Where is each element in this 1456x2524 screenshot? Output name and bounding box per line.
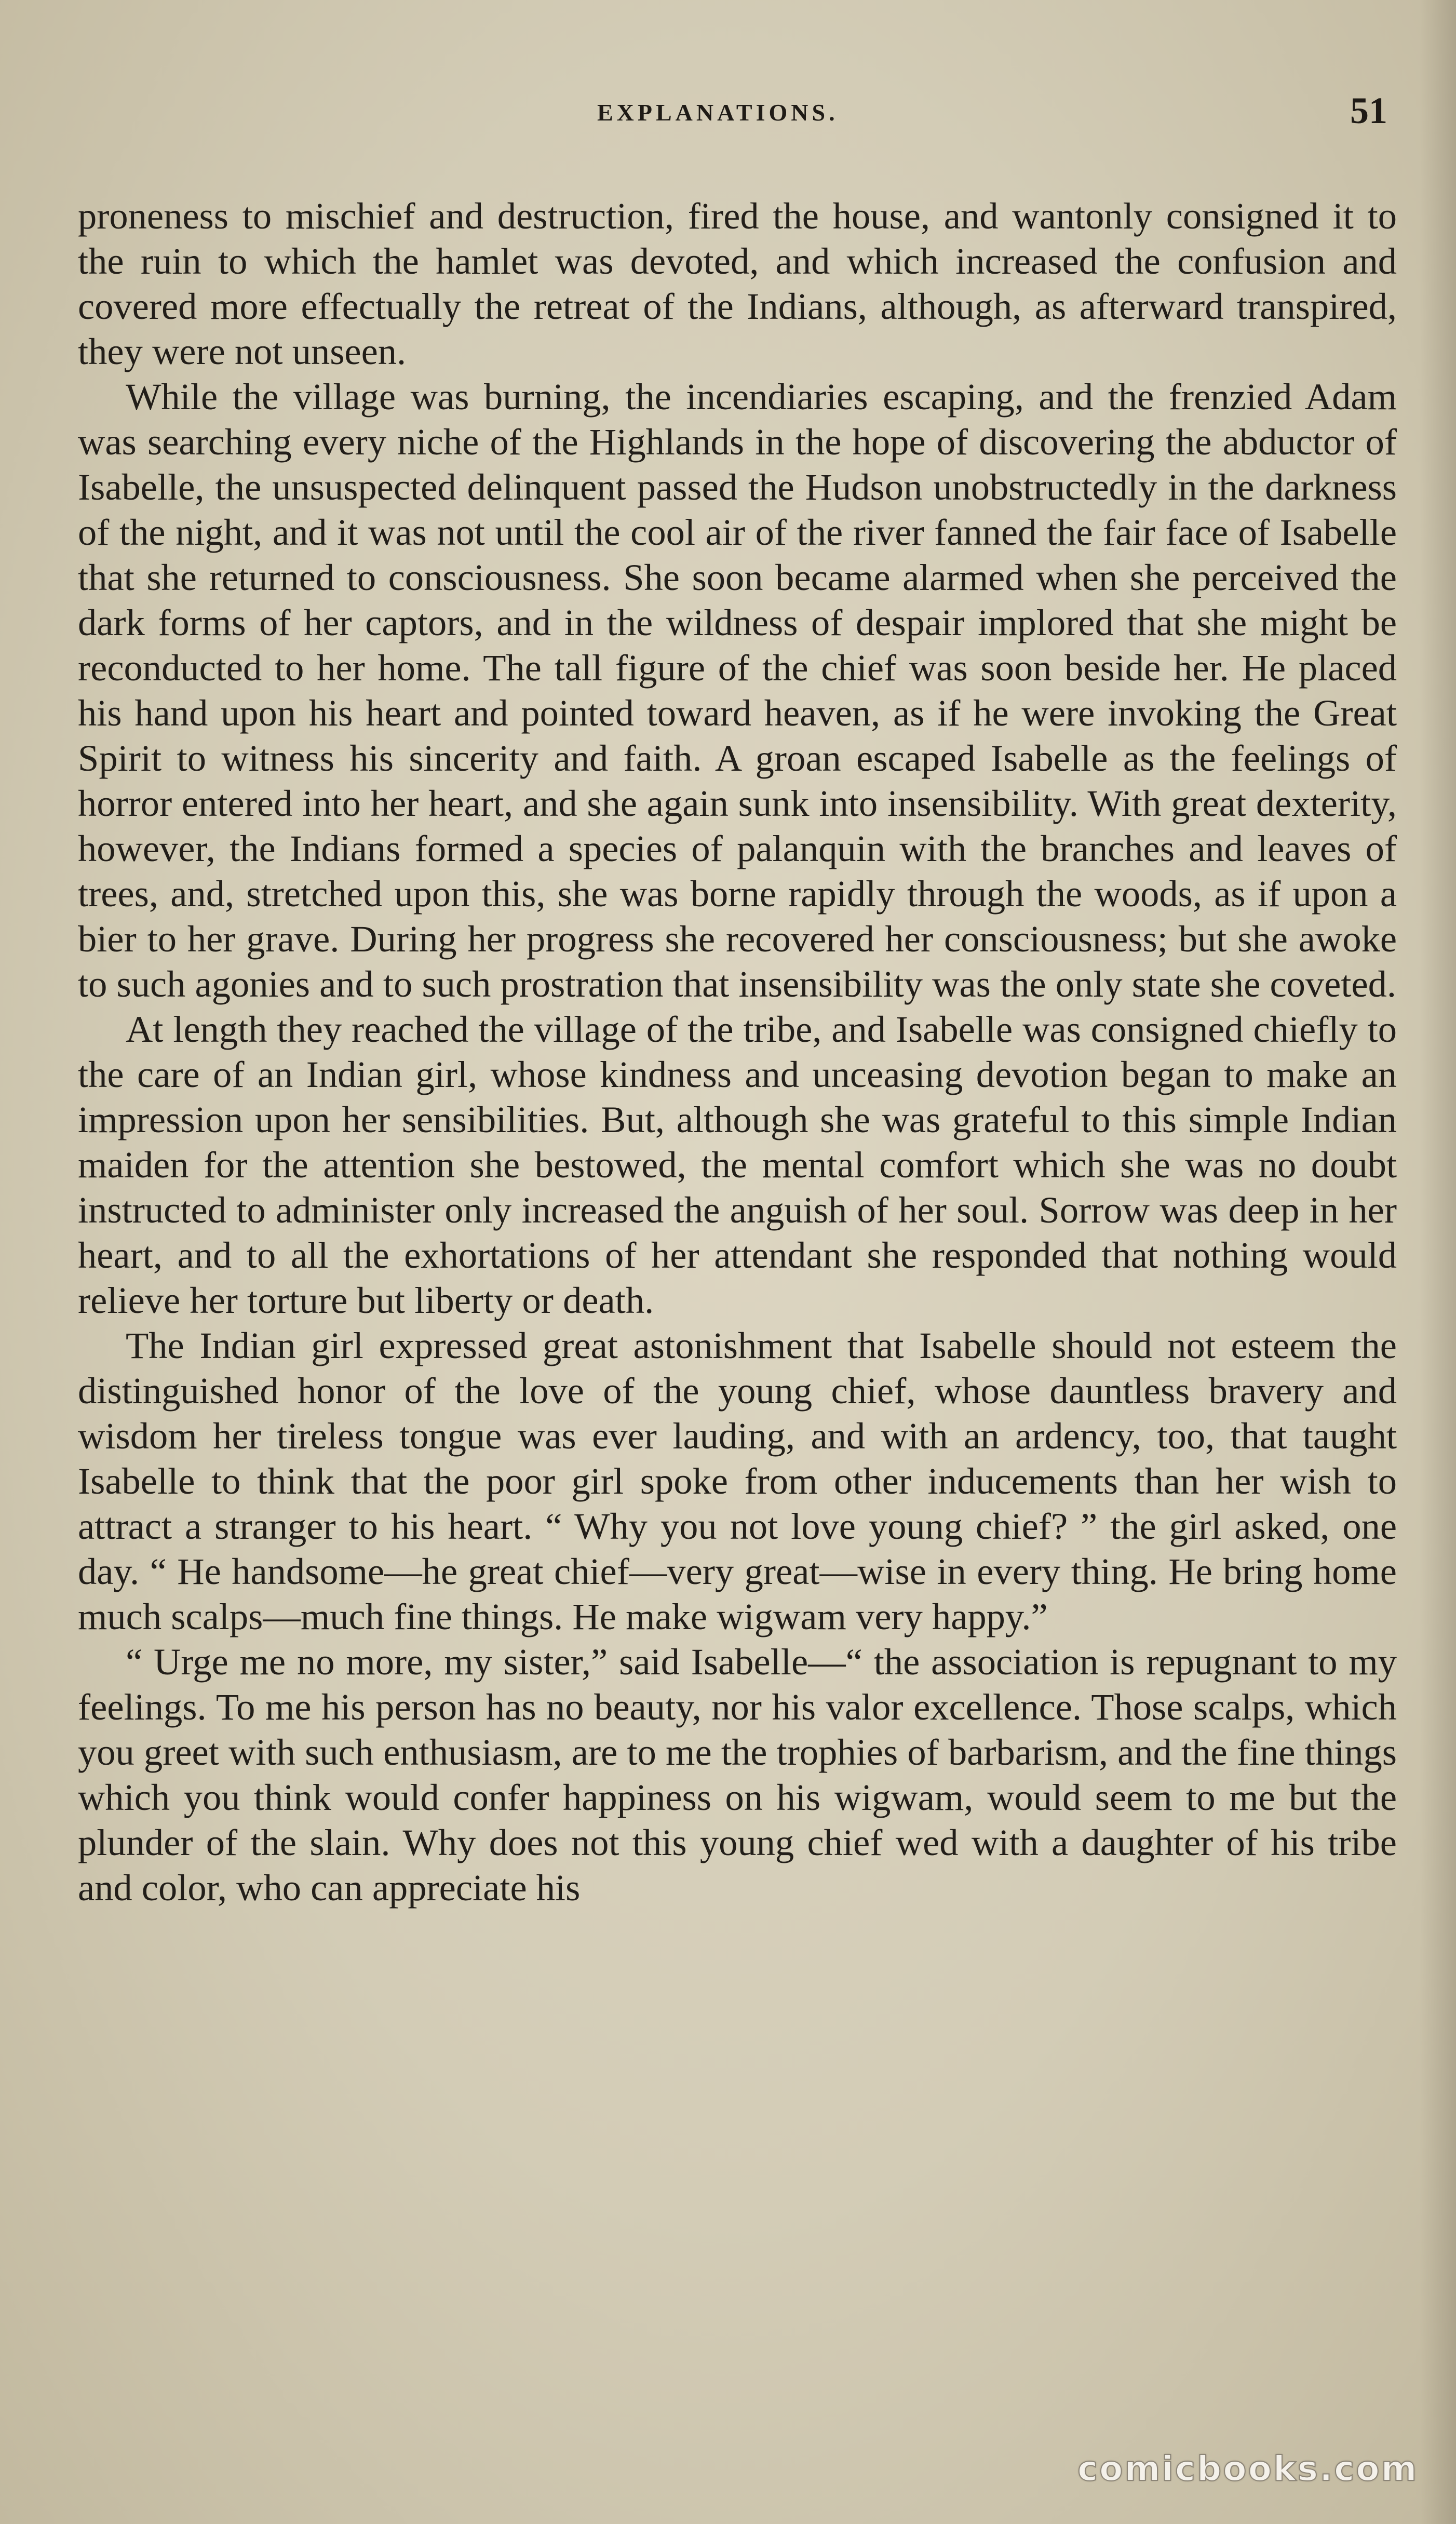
paragraph-indian-girl: The Indian girl expressed great astonishment that Isabelle should not esteem the distinguished honor of the love of the young chief, whose dauntless bravery and wisdom her tireless tongue was ever lauding, and with an ardency, too, that taught Isabelle to think that the poor girl spoke from other inducements than her wish to attract a stranger to his heart. “ Why you not love young chief? ” the girl asked, one day. “ He handsome—he great chief—very great—wise in every thing. He bring home much scalps—much fine things. He make wigwam very happy.”: [78, 1324, 1397, 1637]
paragraph-continued: proneness to mischief and destruction, fired the house, and wantonly consigned it to the ruin to which the hamlet was devoted, and which increased the confusion and covered more effectually the retreat of the Indians, although, as afterward transpired, they were not unseen.: [78, 195, 1397, 372]
running-head: EXPLANATIONS.: [597, 99, 839, 126]
watermark-logo: comicbooks.com: [1077, 2449, 1419, 2489]
page-header: [0, 88, 1456, 145]
paragraph-village-burning: While the village was burning, the incendiaries escaping, and the frenzied Adam was searching every niche of the Highlands in the hope of discovering the abductor of Isabelle, the unsuspected delinquent passed the Hudson unobstructedly in the darkness of the night, and it was not until the cool air of the river fanned the fair face of Isabelle that she returned to consciousness. She soon became alarmed when she perceived the dark forms of her captors, and in the wildness of despair implored that she might be reconducted to her home. The tall figure of the chief was soon beside her. He placed his hand upon his heart and pointed toward heaven, as if he were invoking the Great Spirit to witness his sincerity and faith. A groan escaped Isabelle as the feelings of horror entered into her heart, and she again sunk into insensibility. With great dexterity, however, the Indians formed a species of palanquin with the branches and leaves of trees, and, stretched upon this, she was borne rapidly through the woods, as if upon a bier to her grave. During her progress she recovered her consciousness; but she awoke to such agonies and to such prostration that insensibility was the only state she coveted.: [78, 375, 1397, 1005]
page-edge-shadow: [1420, 0, 1456, 2524]
paragraph-isabelle-reply: “ Urge me no more, my sister,” said Isabelle—“ the association is repugnant to my feelings. To me his person has no beauty, nor his valor excellence. Those scalps, which you greet with such enthusiasm, are to me the trophies of barbarism, and the fine things which you think would confer happiness on his wigwam, would seem to me but the plunder of the slain. Why does not this young chief wed with a daughter of his tribe and color, who can appreciate his: [78, 1641, 1397, 1909]
body-text: [78, 193, 1397, 1910]
page-number: 51: [1350, 90, 1387, 131]
paragraph-village-of-tribe: At length they reached the village of the tribe, and Isabelle was consigned chiefly to the care of an Indian girl, whose kindness and unceasing devotion began to make an impression upon her sensibilities. But, although she was grateful to this simple Indian maiden for the attention she bestowed, the mental comfort which she was no doubt instructed to administer only increased the anguish of her soul. Sorrow was deep in her heart, and to all the exhortations of her attendant she responded that nothing would relieve her torture but liberty or death.: [78, 1008, 1397, 1321]
